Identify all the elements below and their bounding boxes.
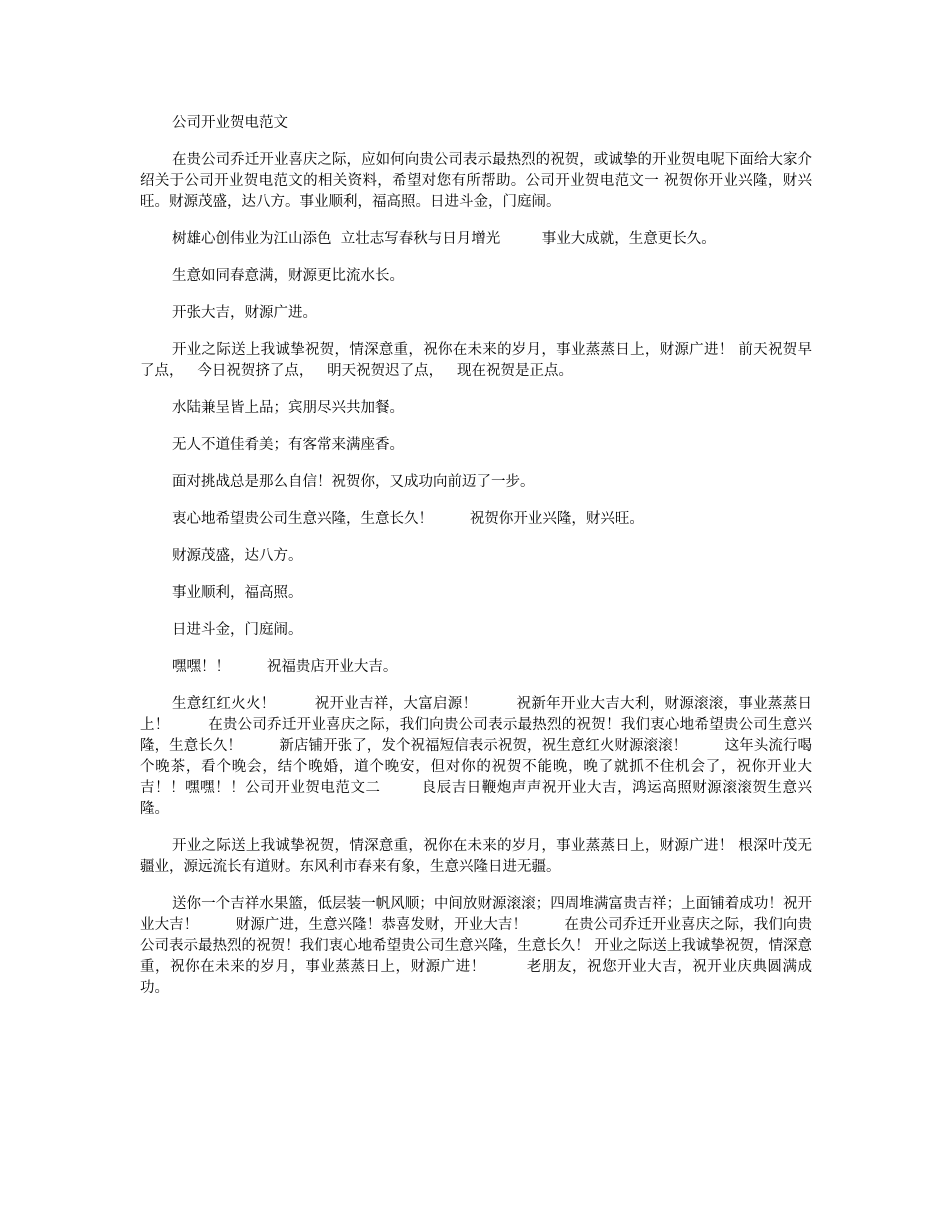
paragraph: 事业顺利，福高照。 — [172, 585, 303, 601]
paragraph: 开业之际送上我诚挚祝贺，情深意重，祝你在未来的岁月，事业蒸蒸日上，财源广进！ 根深叶茂无疆业，源远流长有道财。东风利市春来有象，生意兴隆日进无疆。 — [140, 838, 812, 875]
paragraph: 财源茂盛，达八方。 — [172, 548, 303, 564]
paragraph: 树雄心创伟业为江山添色 立壮志写春秋与日月增光 事业大成就，生意更长久。 — [172, 231, 716, 247]
paragraph: 衷心地希望贵公司生意兴隆，生意长久！ 祝贺你开业兴隆，财兴旺。 — [172, 511, 644, 527]
document-title: 公司开业贺电范文 — [172, 115, 288, 131]
paragraph: 生意如同春意满，财源更比流水长。 — [172, 268, 404, 284]
paragraph: 面对挑战总是那么自信！祝贺你，又成功向前迈了一步。 — [172, 474, 535, 490]
paragraph: 送你一个吉祥水果篮，低层装一帆风顺；中间放财源滚滚；四周堆满富贵吉祥；上面铺着成功！祝开业大吉！ 财源广进，生意兴隆！恭喜发财，开业大吉！ 在贵公司乔迁开业喜庆之际，我们向贵公司表示最热烈的祝贺！我们衷心地希望贵公司生意兴隆，生意长久！ 开业之际送上我诚挚祝贺，情深意重，祝你在未来的岁月，事业蒸蒸日上，财源广进！ 老朋友，祝您开业大吉，祝开业庆典圆满成功。 — [140, 896, 812, 996]
paragraph: 开业之际送上我诚挚祝贺，情深意重，祝你在未来的岁月，事业蒸蒸日上，财源广进！ 前天祝贺早了点， 今日祝贺挤了点， 明天祝贺迟了点， 现在祝贺是正点。 — [140, 342, 812, 379]
paragraph: 无人不道佳肴美；有客常来满座香。 — [172, 437, 404, 453]
paragraph: 开张大吉，财源广进。 — [172, 305, 317, 321]
paragraph: 水陆兼呈皆上品；宾朋尽兴共加餐。 — [172, 400, 404, 416]
document-body — [140, 113, 812, 1015]
paragraph: 日进斗金，门庭闹。 — [172, 622, 303, 638]
paragraph: 在贵公司乔迁开业喜庆之际，应如何向贵公司表示最热烈的祝贺，或诚挚的开业贺电呢下面给大家介绍关于公司开业贺电范文的相关资料，希望对您有所帮助。公司开业贺电范文一 祝贺你开业兴隆，财兴旺。财源茂盛，达八方。事业顺利，福高照。日进斗金，门庭闹。 — [140, 152, 812, 210]
paragraph: 嘿嘿！！ 祝福贵店开业大吉。 — [172, 659, 398, 675]
paragraph: 生意红红火火！ 祝开业吉祥，大富启源！ 祝新年开业大吉大利，财源滚滚，事业蒸蒸日上！ 在贵公司乔迁开业喜庆之际，我们向贵公司表示最热烈的祝贺！我们衷心地希望贵公司生意兴隆，生意长久！ 新店铺开张了，发个祝福短信表示祝贺，祝生意红火财源滚滚！ 这年头流行喝个晚茶，看个晚会，结个晚婚，道个晚安，但对你的祝贺不能晚，晚了就抓不住机会了，祝你开业大吉！！嘿嘿！！公司开业贺电范文二 良辰吉日鞭炮声声祝开业大吉，鸿运高照财源滚滚贺生意兴隆。 — [140, 696, 812, 817]
